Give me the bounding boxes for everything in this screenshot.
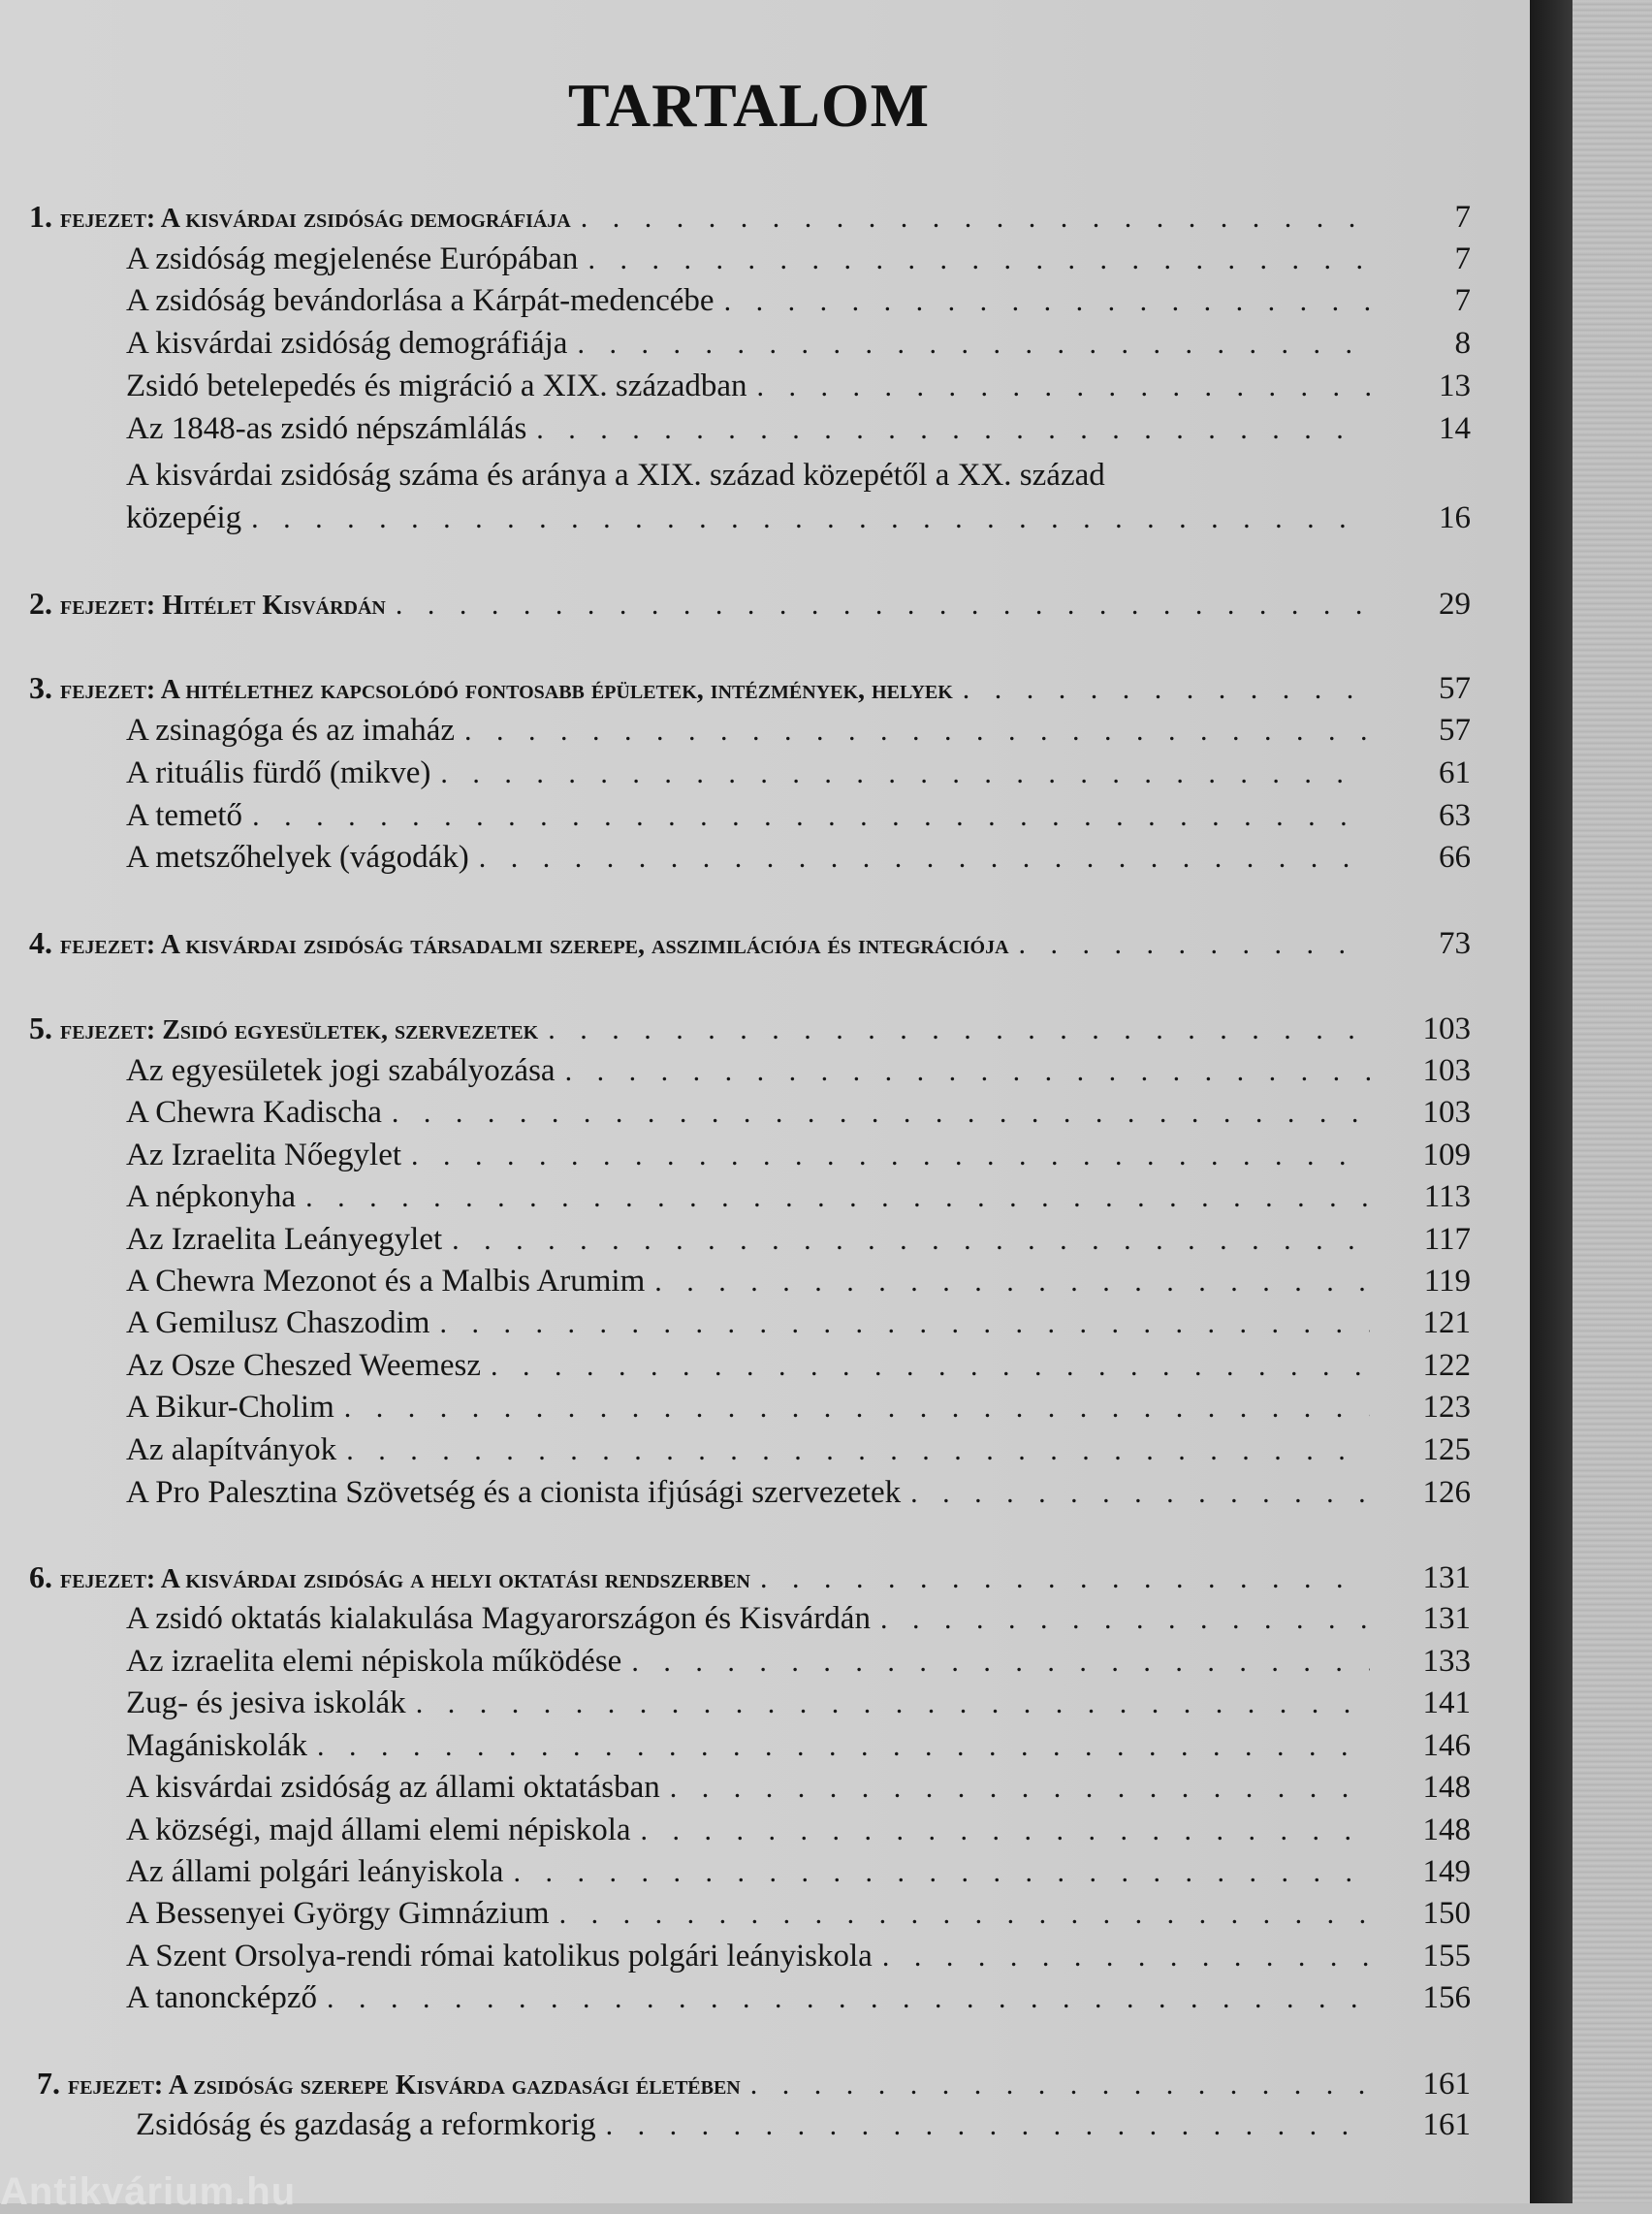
page-number: 117 [1423, 1222, 1471, 1257]
page-number: 133 [1422, 1644, 1471, 1679]
toc-entry-label: A Pro Palesztina Szövetség és a cionista ifjúsági szervezetek [126, 1475, 902, 1510]
toc-entry-label: A Gemilusz Chaszodim [126, 1305, 430, 1340]
dot-leader [396, 589, 1370, 622]
toc-entry-label: közepéig [126, 500, 242, 535]
toc-entry-label: A zsinagóga és az imaház [126, 713, 456, 748]
toc-entry-label: Az alapítványok [126, 1432, 337, 1467]
chapter-number: 7. [37, 2066, 60, 2101]
dot-leader [760, 1562, 1370, 1595]
toc-section-entry [126, 283, 1471, 326]
toc-section-entry [126, 241, 1471, 284]
toc-section-entry [126, 1980, 1471, 2023]
dot-leader [346, 1434, 1370, 1467]
toc-entry-label: A kisvárdai zsidóság demográfiája [126, 326, 568, 361]
dot-leader [882, 1941, 1370, 1973]
page-number: 126 [1422, 1475, 1471, 1510]
dot-leader [606, 2109, 1370, 2142]
toc-entry-label: A temető [126, 798, 243, 833]
dot-leader [327, 1982, 1370, 2015]
page-number: 141 [1422, 1685, 1471, 1720]
toc-entry-label: A Szent Orsolya-rendi római katolikus polgári leányiskola [126, 1939, 873, 1973]
toc-section-entry [126, 713, 1471, 755]
chapter-number: 5. [29, 1011, 52, 1045]
page-number: 121 [1422, 1305, 1471, 1340]
toc-section-entry [126, 1644, 1471, 1686]
toc-section-entry [126, 1348, 1471, 1391]
dot-leader [750, 2069, 1370, 2102]
chapter-number: 3. [29, 670, 52, 705]
toc-entry-label: fejezet: A kisvárdai zsidóság a helyi oktatási rendszerben [60, 1564, 750, 1594]
toc-entry-label: A rituális fürdő (mikve) [126, 755, 431, 790]
dot-leader [581, 202, 1370, 235]
page-number: 161 [1422, 2107, 1471, 2142]
toc-entry-label: Az állami polgári leányiskola [126, 1854, 504, 1889]
page-number: 103 [1422, 1095, 1471, 1130]
dot-leader [577, 328, 1370, 361]
dot-leader [491, 1350, 1370, 1383]
dot-leader [251, 502, 1370, 535]
dot-leader [416, 1687, 1370, 1720]
page-number: 57 [1439, 713, 1471, 748]
toc-entry-label: A népkonyha [126, 1179, 297, 1214]
page-number: 7 [1454, 200, 1471, 235]
dot-leader [317, 1730, 1370, 1763]
toc-entry-label: Az egyesületek jogi szabályozása [126, 1053, 556, 1088]
page-number: 29 [1439, 587, 1471, 622]
toc-entry-label: Az Izraelita Leányegylet [126, 1222, 443, 1257]
toc-entry-label: fejezet: A kisvárdai zsidóság demográfiája [60, 204, 571, 234]
toc-section-entry [126, 755, 1471, 798]
background-surface [1573, 0, 1652, 2203]
toc-section-entry [126, 1601, 1471, 1644]
toc-entry-label: Zug- és jesiva iskolák [126, 1685, 406, 1720]
toc-section-entry [136, 2107, 1471, 2150]
page-number: 125 [1422, 1432, 1471, 1467]
page-number: 8 [1454, 326, 1471, 361]
page-number: 122 [1422, 1348, 1471, 1383]
toc-entry-label: A Chewra Kadischa [126, 1095, 382, 1130]
dot-leader [440, 757, 1370, 790]
toc-entry-label: A zsidóság megjelenése Európában [126, 241, 579, 276]
page-number: 7 [1454, 241, 1471, 276]
page-number: 66 [1439, 840, 1471, 875]
dot-leader [565, 1055, 1370, 1088]
dot-leader [344, 1392, 1370, 1425]
toc-entry-label: A zsidó oktatás kialakulása Magyarországon és Kisvárdán [126, 1601, 871, 1636]
dot-leader [513, 1856, 1370, 1889]
dot-leader [963, 673, 1370, 706]
toc-chapter-entry [29, 1011, 1471, 1053]
chapter-number: 2. [29, 586, 52, 621]
dot-leader [559, 1898, 1370, 1931]
page-number: 13 [1439, 369, 1471, 403]
page-number: 155 [1422, 1939, 1471, 1973]
toc-entry-label: A községi, majd állami elemi népiskola [126, 1813, 631, 1847]
watermark: Antikvárium.hu [0, 2170, 297, 2213]
dot-leader [724, 285, 1370, 318]
chapter-number: 4. [29, 925, 52, 960]
toc-entry-label: Az Izraelita Nőegylet [126, 1138, 402, 1172]
toc-section-entry [126, 1728, 1471, 1771]
dot-leader [464, 715, 1370, 748]
dot-leader [910, 1477, 1370, 1510]
toc-entry-label: A kisvárdai zsidóság az állami oktatásban [126, 1770, 660, 1805]
toc-section-entry [126, 369, 1471, 411]
page-number: 148 [1422, 1770, 1471, 1805]
dot-leader [1019, 928, 1370, 961]
dot-leader [305, 1181, 1370, 1214]
dot-leader [479, 842, 1370, 875]
page-number: 156 [1422, 1980, 1471, 2015]
toc-section-entry [126, 1475, 1471, 1518]
toc-section-entry [126, 1813, 1471, 1855]
toc-section-entry [126, 1390, 1471, 1432]
dot-leader [548, 1013, 1370, 1046]
toc-section-entry [126, 1685, 1471, 1728]
dot-leader [588, 243, 1370, 276]
page-number: 131 [1422, 1601, 1471, 1636]
toc-chapter-entry [29, 670, 1471, 713]
toc-entry-label-line1: A kisvárdai zsidóság száma és aránya a XIX. század közepétől a XX. század [126, 458, 1105, 493]
toc-entry-label: fejezet: Hitélet Kisvárdán [60, 591, 386, 621]
toc-entry-label: Az izraelita elemi népiskola működése [126, 1644, 622, 1679]
dot-leader [631, 1646, 1370, 1679]
page-number: 146 [1422, 1728, 1471, 1763]
toc-entry-label: Magániskolák [126, 1728, 307, 1763]
toc-chapter-entry [29, 1559, 1471, 1602]
page-number: 119 [1423, 1264, 1471, 1299]
toc-entry-label: fejezet: A kisvárdai zsidóság társadalmi szerepe, asszimilációja és integrációja [60, 930, 1009, 960]
toc-section-entry [126, 1770, 1471, 1813]
dot-leader [654, 1266, 1370, 1299]
toc-entry-label: fejezet: A zsidóság szerepe Kisvárda gazdasági életében [68, 2070, 741, 2101]
page-number: 103 [1422, 1053, 1471, 1088]
dot-leader [411, 1139, 1370, 1172]
page-number: 57 [1439, 671, 1471, 706]
toc-entry-label: Zsidó betelepedés és migráció a XIX. században [126, 369, 747, 403]
chapter-number: 1. [29, 199, 52, 234]
page-number: 73 [1439, 926, 1471, 961]
dot-leader [536, 413, 1370, 446]
page-number: 103 [1422, 1011, 1471, 1046]
page-number: 148 [1422, 1813, 1471, 1847]
toc-section-entry [126, 1854, 1471, 1897]
dot-leader [670, 1772, 1370, 1805]
page-number: 123 [1422, 1390, 1471, 1425]
toc-entry-label: A Chewra Mezonot és a Malbis Arumim [126, 1264, 646, 1299]
toc-section-entry [126, 1138, 1471, 1180]
page-title: TARTALOM [567, 71, 931, 140]
toc-entry-label: A zsidóság bevándorlása a Kárpát-medencébe [126, 283, 715, 318]
toc-entry-label: fejezet: Zsidó egyesületek, szervezetek [60, 1015, 539, 1045]
page-number: 16 [1439, 500, 1471, 535]
page-number: 131 [1422, 1560, 1471, 1595]
page-number: 109 [1422, 1138, 1471, 1172]
toc-section-entry [126, 1053, 1471, 1096]
book-spine [1530, 0, 1573, 2203]
toc-entry-label: A Bessenyei György Gimnázium [126, 1896, 550, 1931]
toc-section-entry [126, 1264, 1471, 1306]
toc-entry-label: fejezet: A hitélethez kapcsolódó fontosabb épületek, intézmények, helyek [60, 675, 953, 705]
toc-section-entry [126, 1896, 1471, 1939]
toc-section-entry [126, 1939, 1471, 1981]
page-number: 149 [1422, 1854, 1471, 1889]
dot-leader [392, 1097, 1370, 1130]
toc-section-entry [126, 326, 1471, 369]
toc-entry-label: A Bikur-Cholim [126, 1390, 334, 1425]
dot-leader [757, 370, 1371, 403]
toc-section-entry [126, 1432, 1471, 1475]
page-number: 61 [1439, 755, 1471, 790]
page-number: 7 [1454, 283, 1471, 318]
dot-leader [439, 1307, 1370, 1340]
page-number: 113 [1423, 1179, 1471, 1214]
toc-chapter-entry [29, 925, 1471, 968]
toc-section-entry [126, 1222, 1471, 1265]
chapter-number: 6. [29, 1559, 52, 1594]
dot-leader [641, 1814, 1370, 1847]
page-number: 14 [1439, 411, 1471, 446]
toc-section-entry [126, 1179, 1471, 1222]
toc-section-entry [126, 1095, 1471, 1138]
toc-entry-label: A tanoncképző [126, 1980, 318, 2015]
toc-chapter-entry [37, 2066, 1471, 2108]
dot-leader [880, 1603, 1370, 1636]
toc-entry-label: Az 1848-as zsidó népszámlálás [126, 411, 527, 446]
toc-section-entry [126, 411, 1471, 454]
toc-entry-label: Az Osze Cheszed Weemesz [126, 1348, 481, 1383]
toc-section-entry [126, 500, 1471, 543]
dot-leader [252, 800, 1370, 833]
page-number: 63 [1439, 798, 1471, 833]
page-number: 161 [1422, 2067, 1471, 2102]
toc-entry-label: Zsidóság és gazdaság a reformkorig [136, 2107, 596, 2142]
toc-section-entry [126, 798, 1471, 841]
dot-leader [452, 1224, 1370, 1257]
page-number: 150 [1422, 1896, 1471, 1931]
toc-entry-label: A metszőhelyek (vágodák) [126, 840, 469, 875]
toc-section-entry [126, 840, 1471, 882]
toc-section-entry [126, 1305, 1471, 1348]
toc-chapter-entry [29, 199, 1471, 241]
toc-chapter-entry [29, 586, 1471, 628]
